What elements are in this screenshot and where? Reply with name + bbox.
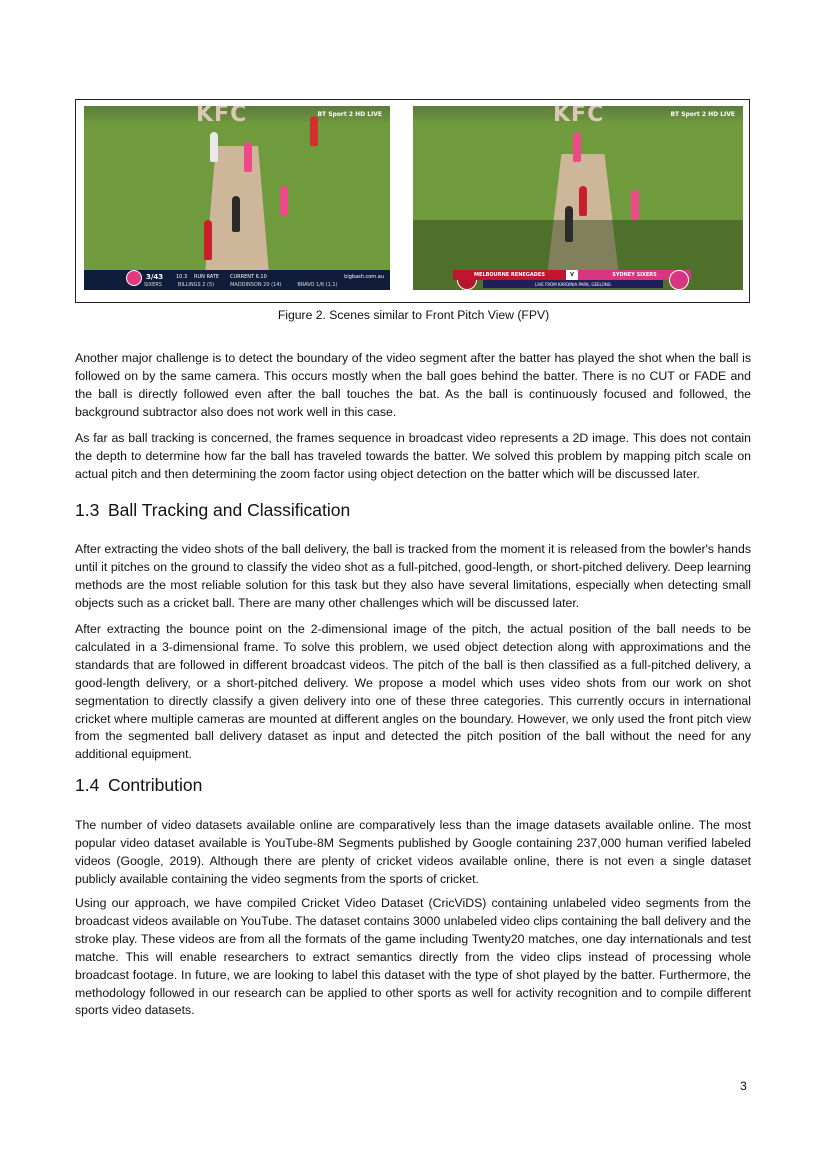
- section-title: Ball Tracking and Classification: [108, 500, 351, 520]
- broadcaster-logo: BT Sport 2 HD LIVE: [317, 111, 382, 118]
- section-number: 1.4: [75, 775, 100, 795]
- page-number: 3: [740, 1079, 747, 1093]
- overs: 10.3: [176, 274, 188, 280]
- section-heading: [75, 775, 202, 796]
- paragraph: As far as ball tracking is concerned, the frames sequence in broadcast video represents a 2D image. This does not contain the depth to determine how far the ball has traveled towards the batter. We solved this problem by mapping pitch scale on actual pitch and then determining the zoom factor using object detection on the batter which will be discussed later.: [75, 431, 751, 481]
- fielder-figure: [310, 116, 318, 146]
- section-title: Contribution: [108, 775, 203, 795]
- paragraph: Using our approach, we have compiled Cricket Video Dataset (CricViDS) containing unlabeled video segments from the broadcast videos available on YouTube. The dataset contains 3000 unlabeled video clips containing the ball delivery and the stroke play. These videos are from all the formats of the game including Twenty20 matches, one day internationals and test matche. This will enable researchers to extract semantics directly from the video clips instead of processing whole broadcast footage. In future, we are looking to label this dataset with the type of shot played by the batter. Furthermore, the methodology followed in our research can be applied to other sports as well for activity recognition and to compile different sports video datasets.: [75, 896, 751, 1018]
- team-b-name: SYDNEY SIXERS: [578, 270, 691, 280]
- batter-2: MADDINSON 20 (14): [230, 282, 282, 288]
- site-url: bigbash.com.au: [344, 274, 384, 280]
- broadcaster-logo: BT Sport 2 HD LIVE: [670, 111, 735, 118]
- venue-bar: LIVE FROM KARDINIA PARK, GEELONG: [483, 280, 663, 288]
- section-number: 1.3: [75, 500, 100, 520]
- figure-caption: Figure 2. Scenes similar to Front Pitch View (FPV): [277, 308, 550, 322]
- figure-frame: [75, 99, 750, 303]
- team-name: SIXERS: [144, 282, 162, 288]
- umpire-figure: [210, 132, 218, 162]
- batter-1: BILLINGS 2 (5): [177, 282, 215, 288]
- team-badge: [126, 270, 142, 286]
- batter-figure: [280, 186, 288, 216]
- cricket-scene-image-left: [84, 106, 390, 290]
- current-rate: CURRENT 6.10: [230, 274, 267, 280]
- score: 3/43: [146, 273, 164, 281]
- bowler-figure: [244, 142, 252, 172]
- bowler-figure: [579, 186, 587, 216]
- team-a-name: MELBOURNE RENEGADES: [453, 270, 566, 280]
- paragraph: After extracting the video shots of the ball delivery, the ball is tracked from the moment it is released from the bowler's hands until it pitches on the ground to classify the video shot as a full-pitched, good-length, or short-pitched delivery. Deep learning methods are the most reliable solution for this task but they also have several limitations, especially when detecting small objects such as a cricket ball. There are many other challenges which will be discussed later.: [75, 542, 751, 610]
- score-overlay: [84, 270, 390, 290]
- kfc-logo: KFC: [553, 106, 605, 127]
- umpire-figure: [232, 196, 240, 232]
- paragraph: The number of video datasets available online are comparatively less than the image datasets available online. The most popular video dataset available is YouTube-8M Segments published by Google containing 237,000 human verified labeled videos (Google, 2019). Although there are plenty of cricket videos available online, there is not even a single dataset publicly available containing the video segments from the sports of cricket.: [75, 818, 751, 886]
- kfc-logo: KFC: [196, 106, 248, 127]
- keeper-figure: [204, 220, 212, 260]
- paragraph: Another major challenge is to detect the boundary of the video segment after the batter has played the shot when the ball is followed on by the same camera. This occurs mostly when the ball goes behind the batter. There is no CUT or FADE and the ball is directly followed even after the ball touches the bat. As the ball is continuously focused and followed, the background subtractor also does not work well in this case.: [75, 351, 751, 419]
- batter-row: [144, 282, 384, 288]
- team-bar: [453, 270, 691, 280]
- sixers-badge: [669, 270, 689, 290]
- batter-figure: [573, 132, 581, 162]
- bowler-stat: BRAVO 1/6 (1.1): [297, 282, 338, 288]
- versus-label: V: [566, 270, 578, 280]
- cricket-scene-image-right: [413, 106, 743, 290]
- paragraph: After extracting the bounce point on the 2-dimensional image of the pitch, the actual position of the ball needs to be calculated in a 3-dimensional frame. To solve this problem, we used object detection along with approximations and the standards that are followed in different broadcast videos. The pitch of the ball is then classified as a full-pitched delivery, a good-length delivery, or a short-pitched delivery. We propose a model which uses video shots from our work on shot segmentation to directly classify a given delivery into one of these three categories. This currently occurs in international cricket where multiple cameras are mounted at different angles on the boundary. However, we only used the front pitch view from the segmented ball delivery dataset as input and detected the pitch position of the ball without the need for any additional equipment.: [75, 622, 751, 762]
- batter-figure: [631, 190, 639, 220]
- run-rate-label: RUN RATE: [194, 274, 219, 280]
- umpire-figure: [565, 206, 573, 242]
- section-heading: [75, 500, 350, 521]
